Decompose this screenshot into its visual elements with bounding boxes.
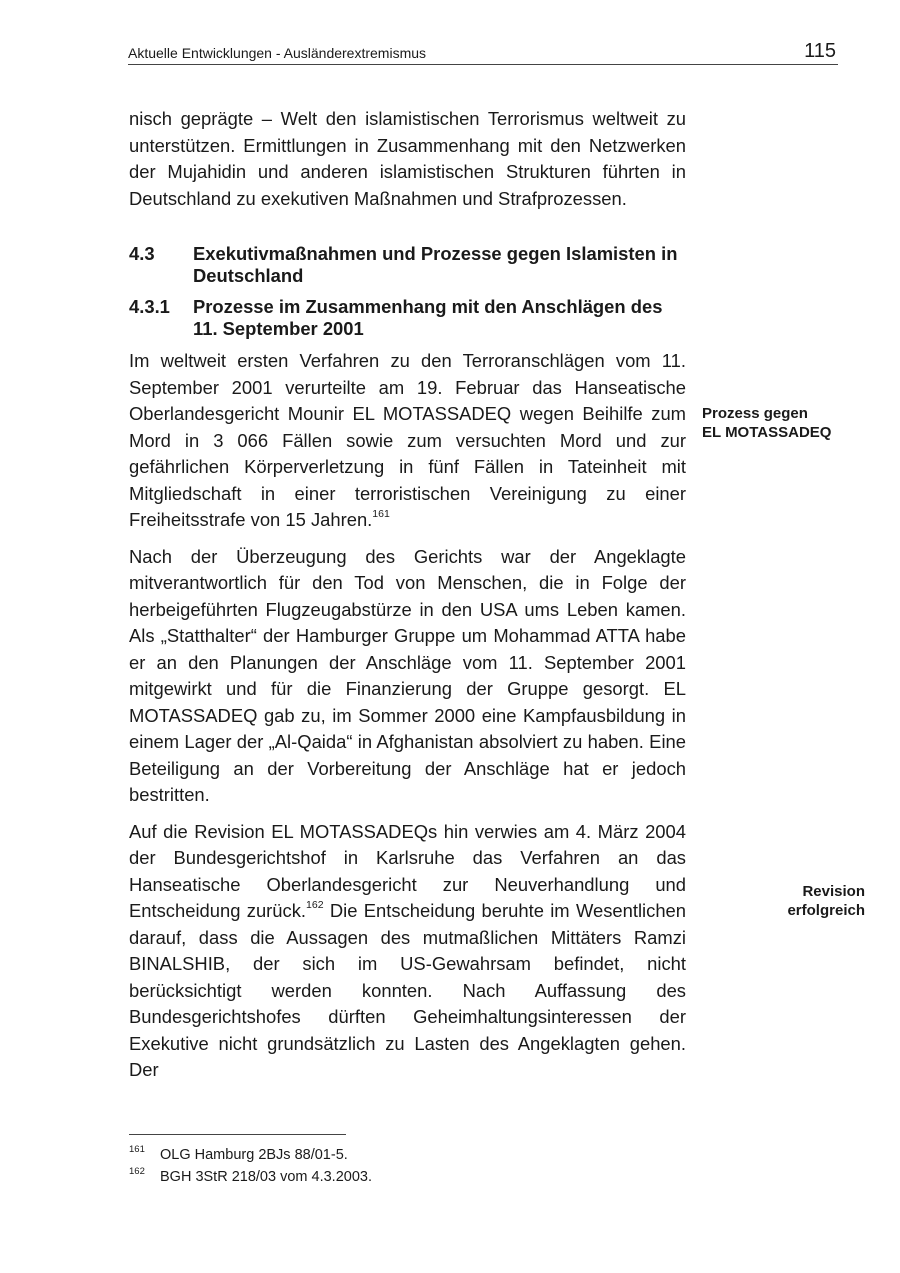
section-title: Exekutivmaßnahmen und Prozesse gegen Islamisten in Deutschland (193, 243, 678, 286)
subsection-heading (129, 296, 686, 340)
subsection-title: Prozesse im Zusammenhang mit den Anschlägen des 11. September 2001 (193, 296, 663, 339)
subsection-number: 4.3.1 (129, 296, 170, 317)
footnote (129, 1144, 372, 1166)
page-header (128, 40, 838, 65)
margin-note-line: erfolgreich (787, 902, 865, 919)
margin-note-line: Revision (802, 883, 865, 900)
footnote (129, 1166, 372, 1188)
margin-note-line: EL MOTASSADEQ (702, 424, 832, 441)
footnote-number: 161 (129, 1144, 145, 1155)
paragraph-revision (129, 819, 686, 1084)
footnote-divider (129, 1134, 346, 1135)
paragraph-text: Die Entscheidung beruhte im Wesentlichen darauf, dass die Aussagen des mutmaßlichen Mittäters Ramzi BINALSHIB, der sich im US-Gewahrsam befindet, nicht berücksichtigt werden konnten. Nach Auffassung des Bundesgerichtshofes dürften Geheimhaltungsinteressen der Exekutive nicht grundsätzlich zu Lasten des Angeklagten gehen. Der (129, 900, 687, 1080)
section-number: 4.3 (129, 243, 155, 264)
margin-note-line: Prozess gegen (702, 405, 808, 422)
paragraph-text: Auf die Revision EL MOTASSADEQs hin verwies am 4. März 2004 der Bundesgerichtshof in Karlsruhe das Verfahren an das Hanseatische Oberlandesgericht zur Neuverhandlung und Entscheidung zurück. (129, 820, 686, 921)
footnote-text: BGH 3StR 218/03 vom 4.3.2003. (160, 1169, 372, 1185)
footnote-text: OLG Hamburg 2BJs 88/01-5. (160, 1147, 348, 1163)
footnote-ref: 161 (372, 507, 390, 520)
running-title: Aktuelle Entwicklungen - Ausländerextremismus (128, 45, 427, 61)
section-heading (129, 243, 686, 287)
paragraph-text: Im weltweit ersten Verfahren zu den Terroranschlägen vom 11. September 2001 verurteilte am 19. Februar das Hanseatische Oberlandesgericht Mounir EL MOTASSADEQ wegen Beihilfe zum Mord in 3 066 Fällen sowie zum versuchten Mord und zur gefährlichen Körperverletzung in fünf Fällen in Tateinheit mit Mitgliedschaft in einer terroristischen Vereinigung zu einer Freiheitsstrafe von 15 Jahren. (129, 350, 686, 530)
paragraph-verdict (129, 348, 686, 534)
paragraph-court-findings: Nach der Überzeugung des Gerichts war der Angeklagte mitverantwortlich für den Tod von Menschen, die in Folge der herbeigeführten Flugzeugabstürze in den USA ums Leben kamen. Als „Statthalter“ der Hamburger Gruppe um Mohammad ATTA habe er an den Planungen der Anschläge vom 11. September 2001 mitgewirkt und für die Finanzierung der Gruppe gesorgt. EL MOTASSADEQ gab zu, im Sommer 2000 eine Kampfausbildung in einem Lager der „Al-Qaida“ in Afghanistan absolviert zu haben. Eine Beteiligung an der Vorbereitung der Anschläge hat er jedoch bestritten. (129, 545, 686, 805)
footnote-number: 162 (129, 1166, 145, 1177)
intro-paragraph: nisch geprägte – Welt den islamistischen Terrorismus weltweit zu unterstützen. Ermittlungen in Zusammenhang mit den Netzwerken der Mujahidin und anderen islamistischen Strukturen führten in Deutschland zu exekutiven Maßnahmen und Strafprozessen. (129, 108, 686, 209)
footnotes (129, 1144, 372, 1188)
margin-note-revision (787, 882, 865, 920)
main-text (129, 106, 686, 1084)
page-number: 115 (804, 40, 836, 62)
footnote-ref: 162 (306, 898, 324, 911)
margin-note-prozess (702, 404, 831, 442)
